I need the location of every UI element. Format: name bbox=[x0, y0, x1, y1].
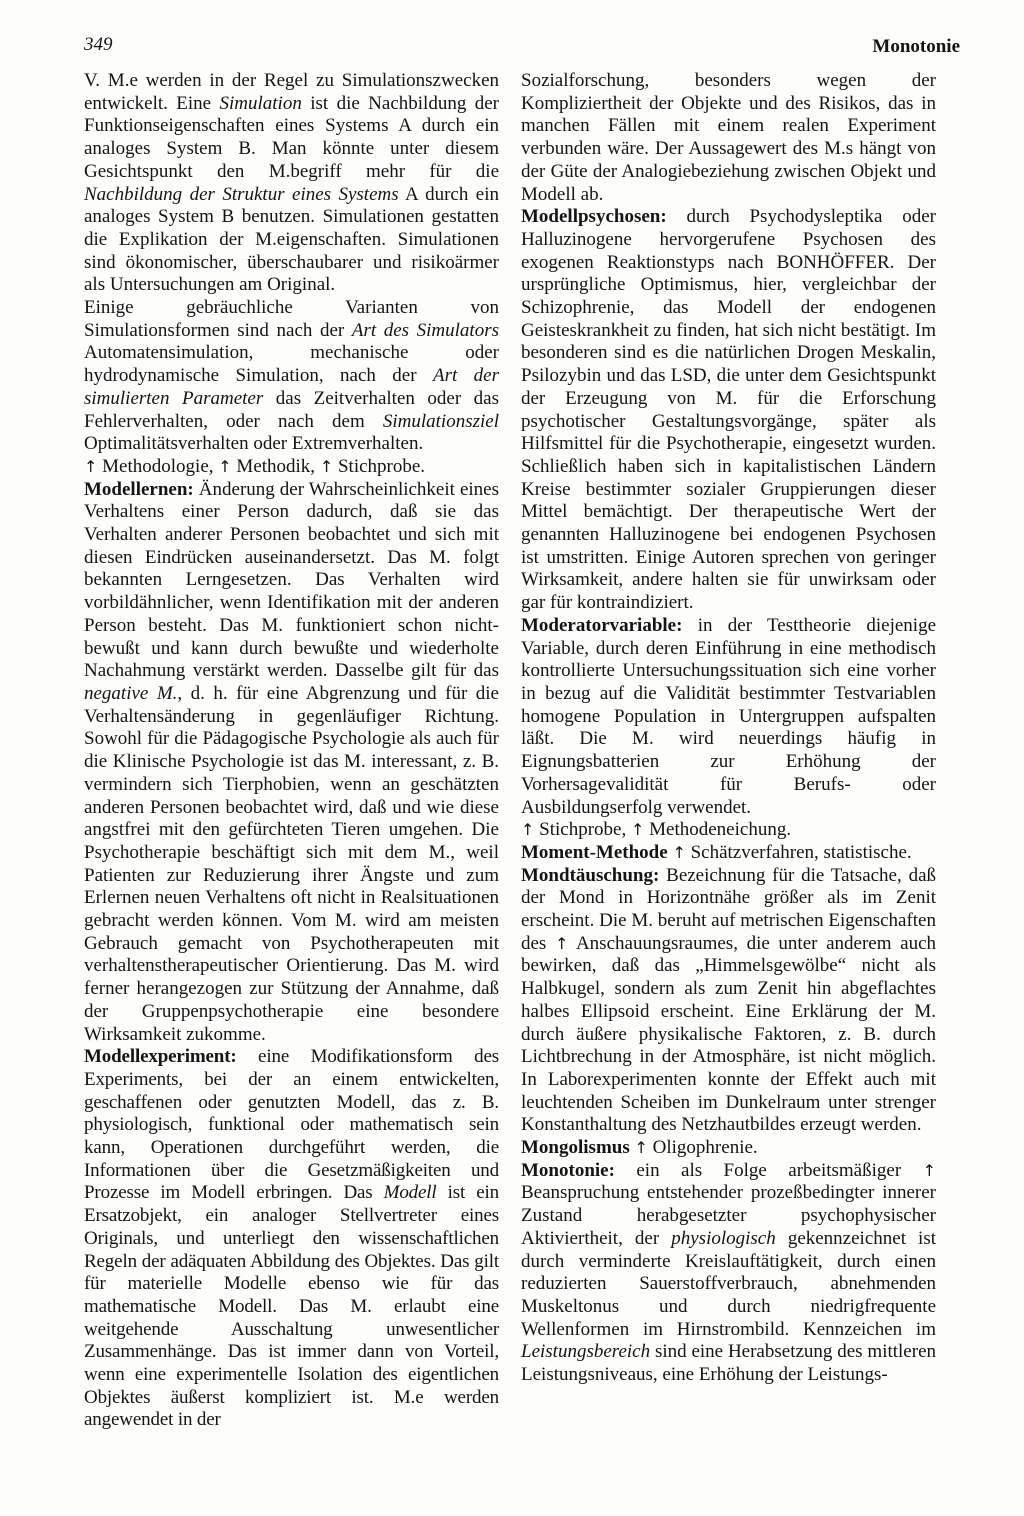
up-arrow-icon: ↑ bbox=[634, 1138, 648, 1158]
entry-mongolismus bbox=[521, 1137, 936, 1160]
up-arrow-icon: ↑ bbox=[521, 820, 535, 840]
ref-link[interactable]: Schätzverfahren, statistische. bbox=[685, 841, 912, 863]
text: ist die Nachbildung der Funktionseigenschaften eines Systems A durch ein analoges System B. Man könnte unter diesem Gesichtspunkt den M.begriff mehr für die bbox=[84, 92, 499, 182]
italic-term: Leistungsbereich bbox=[521, 1341, 651, 1363]
italic-term: Art des Simulators bbox=[351, 319, 499, 341]
up-arrow-icon: ↑ bbox=[922, 1160, 936, 1180]
entry-term: Moderatorvariable: bbox=[521, 614, 683, 636]
entry-term: Moment-Methode bbox=[521, 841, 668, 863]
running-head: Monotonie bbox=[872, 36, 960, 57]
ref-link[interactable]: Methodologie, bbox=[97, 455, 219, 477]
simulation-variants-paragraph bbox=[84, 297, 499, 456]
right-column bbox=[521, 70, 936, 1387]
entry-term: Mongolismus bbox=[521, 1137, 630, 1159]
text: A durch ein analoges System B benutzen. Simulationen gestatten die Explikation der M.eigenschaften. Simulationen sind ökonomischer, überschaubarer und risikoärmer als Untersuchungen am Original. bbox=[84, 183, 499, 296]
cross-reference bbox=[84, 456, 499, 479]
entry-text: , d. h. für eine Abgrenzung und für die Verhaltensänderung in gegenläufiger Richtung. Sowohl für die Pädagogische Psychologie als auch für die Klinische Psychologie ist das M. interessant, z. B. vermindern sich Tierphobien, wenn an geschätzten anderen Personen beobachtet wird, daß und wie diese angstfrei mit den gefürchteten Tieren umgehen. Die Psychotherapie beschäftigt sich mit dem M., weil Patienten zur Reduzierung ihrer Ängste und zum Erlernen neuen Verhaltens oft nicht in Realsituationen gebracht werden können. Vom M. wird am meisten Gebrauch gemacht von Psychotherapeuten mit verhaltenstherapeutischer Orientierung. Das M. wird ferner herangezogen zur Stützung der Annahme, daß der Gruppenpsychotherapie eine besondere Wirksamkeit zukomme. bbox=[84, 682, 499, 1045]
entry-text: Änderung der Wahrscheinlichkeit eines Verhaltens einer Person dadurch, daß sie das Verhalten anderer Personen beobachtet und sich mit diesen Eindrücken auseinandersetzt. Das M. folgt bekannten Lerngesetzen. Das Verhalten wird vorbildähnlicher, wenn Identifikation mit der anderen Person besteht. Das M. funktioniert schon nicht-bewußt und kann durch bewußte und wiederholte Nachahmung verstärkt werden. Dasselbe gilt für das bbox=[84, 478, 499, 682]
entry-modellpsychosen bbox=[521, 206, 936, 615]
entry-term: Mondtäuschung: bbox=[521, 864, 660, 886]
entry-term: Modellpsychosen: bbox=[521, 206, 667, 228]
entry-term: Monotonie: bbox=[521, 1159, 615, 1181]
up-arrow-icon: ↑ bbox=[319, 456, 334, 476]
entry-text: sind eine Herabsetzung des mittleren Leistungsniveaus, eine Erhöhung der Leistungs- bbox=[521, 1341, 936, 1386]
text: Automatensimulation, mechanische oder hydrodynamische Simulation, nach der bbox=[84, 342, 499, 387]
entry-text: durch Psychodysleptika oder Halluzinogene hervorgerufene Psychosen des exogenen Reaktionstyps nach BONHÖFFER. Der ursprüngliche Optimismus, hier, vergleichbar der Schizophrenie, das Modell der endogenen Geisteskrankheit zu finden, hat sich nicht bestätigt. Im besonderen sind es die natürlichen Drogen Meskalin, Psilozybin und das LSD, die unter dem Gesichtspunkt der Erzeugung von M. für die Erforschung psychotischer Gestaltungsvorgänge, später als Hilfsmittel für die Psychotherapie, eingesetzt wurden. Schließlich haben sich in kapitalistischen Ländern Kreise bestimmter sozialer Gruppierungen dieser Mittel bemächtigt. Der therapeutische Wert der genannten Halluzinogene bei endogenen Psychosen ist umstritten. Einige Autoren sprechen von geringer Wirksamkeit, andere halten sie für unwirksam oder gar für kontraindiziert. bbox=[521, 206, 936, 614]
italic-term: Modell bbox=[383, 1182, 437, 1204]
entry-moderatorvariable bbox=[521, 615, 936, 819]
left-column bbox=[84, 70, 499, 1432]
italic-term: Simulation bbox=[219, 92, 302, 114]
ref-link[interactable]: Stichprobe, bbox=[534, 819, 631, 841]
entry-modellexperiment bbox=[84, 1046, 499, 1432]
text: V. M.e werden in der Regel zu Simulationszwecken entwickelt. Eine bbox=[84, 70, 499, 114]
entry-text: eine Modifikationsform des Experiments, bei der an einem entwickelten, geschaffenen oder genutzten Modell, das z. B. physiologisch, funktional oder mathematisch sein kann, Operationen durchgeführt werden, die Informationen über die Gesetzmäßigkeiten und Prozesse im Modell erbringen. Das bbox=[84, 1046, 499, 1204]
text: das Zeitverhalten oder das Fehlerverhalten, oder nach dem bbox=[84, 387, 499, 432]
continuation-paragraph: Sozialforschung, besonders wegen der Kompliziertheit der Objekte und des Risikos, das in manchen Fällen mit einem realen Experiment verbunden wäre. Der Aussagewert des M.s hängt von der Güte der Analogiebeziehung zwischen Objekt und Modell ab. bbox=[521, 70, 936, 205]
entry-text: Beanspruchung entstehender prozeßbedingter innerer Zustand herabgesetzter psychophysischer Aktiviertheit, der bbox=[521, 1182, 936, 1249]
text: Einige gebräuchliche Varianten von Simulationsformen sind nach der bbox=[84, 297, 499, 341]
ref-link[interactable]: Methodik, bbox=[231, 455, 320, 477]
ref-link[interactable]: Oligophrenie. bbox=[647, 1137, 758, 1159]
entry-text: ist ein Ersatzobjekt, ein analoger Stellvertreter eines Originals, und unterliegt den wissenschaftlichen Regeln der adäquaten Abbildung des Objektes. Das gilt für materielle Modelle ebenso wie für das mathematische Modell. Das M. erlaubt eine weitgehende Ausschaltung unwesentlicher Zusammenhänge. Das ist immer dann von Vorteil, wenn eine experimentelle Isolation des eigentlichen Objektes äußerst kompliziert ist. M.e werden angewendet in der bbox=[84, 1182, 500, 1431]
entry-text: ein als Folge arbeitsmäßiger bbox=[614, 1159, 923, 1181]
italic-term: negative M. bbox=[84, 682, 178, 704]
italic-term: physiologisch bbox=[671, 1227, 776, 1249]
italic-term: Art der simulierten Parameter bbox=[84, 365, 499, 409]
entry-modellernen bbox=[84, 479, 499, 1047]
ref-link[interactable]: Methodeneichung. bbox=[644, 819, 792, 841]
up-arrow-icon: ↑ bbox=[672, 842, 686, 862]
cross-reference bbox=[521, 819, 936, 842]
up-arrow-icon: ↑ bbox=[630, 820, 645, 840]
ref-link[interactable]: Stichprobe. bbox=[333, 455, 426, 477]
entry-mondtaeuschung bbox=[521, 865, 936, 1137]
simulation-paragraph bbox=[84, 70, 499, 297]
entry-text: Anschauungsraumes, die unter anderem auch bewirken, daß das „Himmelsgewölbe“ nicht als Halbkugel, sondern als zum Zenit hin abgeflachtes halbes Ellipsoid erscheint. Eine Erklärung der M. durch äußere physikalische Faktoren, z. B. durch Lichtbrechung in der Atmosphäre, ist nicht möglich. In Laborexperimenten konnte der Effekt auch mit leuchtenden Scheiben im Dunkelraum unter strenger Konstanthaltung des Netzhautbildes erzeugt werden. bbox=[521, 932, 937, 1136]
page-number: 349 bbox=[84, 34, 113, 55]
entry-moment-methode bbox=[521, 842, 936, 865]
entry-text: gekennzeichnet ist durch verminderte Kreislauftätigkeit, durch einen reduzierten Sauerstoffverbrauch, abnehmenden Muskeltonus und durch niedrigfrequente Wellenformen im Hirnstrombild. Kennzeichen im bbox=[521, 1227, 936, 1340]
up-arrow-icon: ↑ bbox=[84, 456, 98, 476]
entry-term: Modellernen: bbox=[84, 478, 194, 500]
up-arrow-icon: ↑ bbox=[218, 456, 232, 476]
entry-text: in der Testtheorie diejenige Variable, durch deren Einführung in eine methodisch kontrollierte Untersuchungssituation sich eine vorher in bezug auf die Validität bestimmter Testvariablen homogene Population in Untergruppen aufspalten läßt. Die M. wird neuerdings häufig in Eignungsbatterien zur Erhöhung der Vorhersagevalidität für Berufs- oder Ausbildungserfolg verwendet. bbox=[521, 614, 936, 818]
text: Optimalitätsverhalten oder Extremverhalten. bbox=[84, 433, 424, 455]
italic-term: Simulationsziel bbox=[382, 410, 499, 432]
entry-text: Bezeichnung für die Tatsache, daß der Mond in Horizontnähe größer als im Zenit erscheint. Die M. beruht auf metrischen Eigenschaften des bbox=[521, 864, 936, 954]
entry-term: Modellexperiment: bbox=[84, 1046, 237, 1068]
entry-monotonie bbox=[521, 1160, 936, 1387]
up-arrow-icon: ↑ bbox=[554, 933, 569, 953]
italic-term: Nachbildung der Struktur eines Systems bbox=[84, 183, 399, 205]
